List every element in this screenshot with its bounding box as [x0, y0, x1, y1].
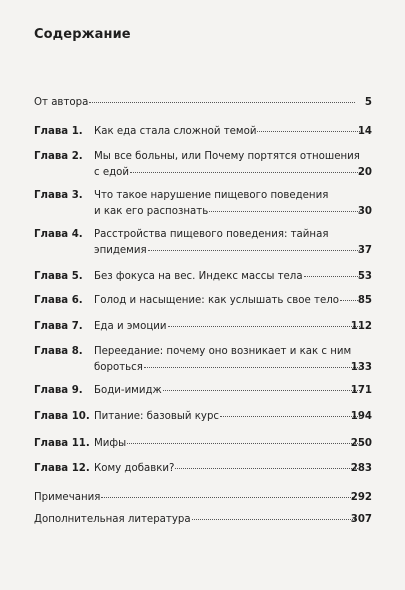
page-number: 283: [350, 463, 372, 474]
chapter-label: Глава 3.: [34, 190, 83, 201]
page-number: 85: [357, 295, 372, 306]
page-number: 20: [357, 166, 372, 178]
entry-title-text: Кому добавки?: [94, 463, 175, 474]
dot-leader: [89, 102, 355, 103]
entry-title-line: [34, 514, 357, 525]
entry-title-line: [94, 126, 362, 137]
page-number: 133: [350, 361, 372, 373]
dot-leader: [304, 276, 360, 277]
page-number: 171: [350, 385, 372, 396]
entry-title-line: [94, 271, 362, 282]
chapter-label: Глава 4.: [34, 229, 83, 240]
entry-title-line: [34, 97, 357, 108]
entry-title-line: [94, 167, 362, 178]
chapter-label: Глава 10.: [34, 411, 90, 422]
page-number: 292: [350, 492, 372, 503]
entry-title-text: бороться: [94, 361, 143, 373]
chapter-label: Глава 8.: [34, 346, 83, 357]
entry-title-line: [94, 245, 362, 256]
entry-title-line: [94, 362, 362, 373]
entry-title-text: Переедание: почему оно возникает и как с ним: [94, 346, 352, 357]
chapter-label: Глава 9.: [34, 385, 83, 396]
entry-title-text: эпидемия: [94, 244, 147, 256]
chapter-label: Глава 11.: [34, 438, 90, 449]
entry-title-text: с едой: [94, 166, 130, 178]
entry-title-line: [94, 411, 362, 422]
dot-leader: [209, 211, 360, 212]
dot-leader: [101, 497, 355, 498]
entry-title-line: [94, 206, 362, 217]
dot-leader: [220, 416, 360, 417]
page-title: Содержание: [34, 27, 131, 42]
entry-title-text: Мы все больны, или Почему портятся отношения: [94, 151, 360, 162]
dot-leader: [127, 443, 360, 444]
dot-leader: [144, 367, 360, 368]
entry-title-line: [94, 151, 360, 162]
entry-title-line: [94, 463, 362, 474]
dot-leader: [257, 131, 360, 132]
page-number: 307: [350, 514, 372, 525]
chapter-label: Глава 12.: [34, 463, 90, 474]
page-number: 14: [357, 126, 372, 137]
entry-title-text: Голод и насыщение: как услышать свое тело: [94, 295, 339, 306]
page-number: 53: [357, 271, 372, 282]
chapter-label: Глава 1.: [34, 126, 83, 137]
entry-title-line: [34, 492, 357, 503]
entry-title-text: Дополнительная литература: [34, 514, 191, 525]
dot-leader: [175, 468, 360, 469]
entry-title-text: Примечания: [34, 492, 101, 503]
page-number: 37: [357, 244, 372, 256]
entry-title-line: [94, 385, 362, 396]
entry-title-text: и как его распознать: [94, 205, 209, 217]
chapter-label: Глава 7.: [34, 321, 83, 332]
dot-leader: [192, 519, 355, 520]
entry-title-text: Без фокуса на вес. Индекс массы тела: [94, 271, 303, 282]
entry-title-text: Как еда стала сложной темой: [94, 126, 257, 137]
chapter-label: Глава 6.: [34, 295, 83, 306]
entry-title-line: [94, 346, 351, 357]
page-number: 5: [364, 97, 372, 108]
page-number: 250: [350, 438, 372, 449]
entry-title-text: Еда и эмоции: [94, 321, 167, 332]
entry-title-text: Боди-имидж: [94, 385, 162, 396]
dot-leader: [148, 250, 360, 251]
dot-leader: [168, 326, 360, 327]
entry-title-text: От автора: [34, 97, 89, 108]
entry-title-text: Питание: базовый курс: [94, 411, 220, 422]
entry-title-line: [94, 295, 362, 306]
entry-title-line: [94, 190, 328, 201]
page-number: 194: [350, 411, 372, 422]
page-number: 30: [357, 205, 372, 217]
entry-title-line: [94, 321, 362, 332]
entry-title-text: Мифы: [94, 438, 127, 449]
entry-title-text: Расстройства пищевого поведения: тайная: [94, 229, 329, 240]
entry-title-text: Что такое нарушение пищевого поведения: [94, 190, 329, 201]
dot-leader: [163, 390, 360, 391]
page-number: 112: [350, 321, 372, 332]
chapter-label: Глава 2.: [34, 151, 83, 162]
chapter-label: Глава 5.: [34, 271, 83, 282]
dot-leader: [130, 172, 360, 173]
entry-title-line: [94, 438, 362, 449]
entry-title-line: [94, 229, 328, 240]
